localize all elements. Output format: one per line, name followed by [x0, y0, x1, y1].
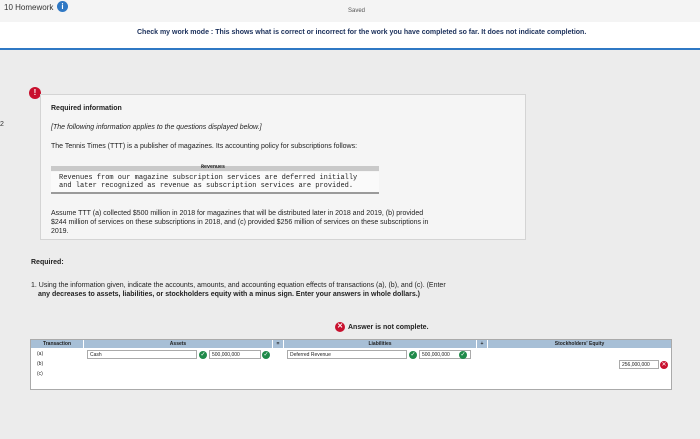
assume-line-2: $244 million of services on these subscriptions in 2018, and (c) provided $256 million of services on these subscriptions in: [51, 219, 429, 226]
required-info-heading: Required information: [51, 105, 122, 112]
top-bar: [0, 0, 700, 22]
question-line-1: 1. Using the information given, indicate the accounts, amounts, and accounting equation effects of transactions (a), (b), and (c). (Enter: [31, 282, 446, 289]
header-assets: Assets: [84, 340, 272, 348]
question-line-2: any decreases to assets, liabilities, or stockholders equity with a minus sign. Enter your answers in whole dollars.): [38, 291, 421, 298]
banner-text: Check my work mode : This shows what is correct or incorrect for the work you have completed so far. It does not indicate completion.: [137, 29, 587, 36]
x-icon: ✕: [335, 322, 345, 332]
question-number: 2: [0, 121, 4, 128]
equity-amount-input-a[interactable]: 256,000,000: [619, 360, 659, 369]
header-equals: =: [273, 340, 283, 348]
asset-amount-input-a[interactable]: 500,000,000: [209, 350, 261, 359]
check-my-work-banner: [0, 22, 700, 50]
saved-status: Saved: [348, 8, 366, 14]
required-information-box: [40, 94, 526, 240]
check-icon: ✓: [410, 352, 416, 358]
answer-table: [30, 339, 672, 390]
homework-title: 10 Homework: [4, 3, 54, 12]
policy-line-2: and later recognized as revenue as subscription services are provided.: [59, 182, 354, 190]
x-icon: ✕: [661, 362, 667, 368]
policy-line-1: Revenues from our magazine subscription services are deferred initially: [59, 174, 358, 182]
header-transaction: Transaction: [31, 340, 83, 348]
row-label-c: (c): [37, 371, 43, 377]
answer-status: [335, 322, 429, 332]
policy-title: Revenues: [201, 164, 226, 170]
check-icon: ✓: [263, 352, 269, 358]
check-icon: ✓: [460, 352, 466, 358]
required-info-note: [The following information applies to the questions displayed below.]: [51, 124, 262, 131]
header-liabilities: Liabilities: [284, 340, 476, 348]
policy-table-body: [51, 172, 379, 194]
assume-line-1: Assume TTT (a) collected $500 million in 2018 for magazines that will be distributed later in 2018 and 2019, (b) provided: [51, 210, 424, 217]
required-label: Required:: [31, 259, 64, 266]
liability-amount-input-a[interactable]: 500,000,000: [419, 350, 471, 359]
row-label-b: (b): [37, 361, 44, 367]
answer-status-text: Answer is not complete.: [348, 323, 429, 331]
info-icon[interactable]: i: [57, 1, 68, 12]
asset-account-select-a[interactable]: Cash: [87, 350, 197, 359]
row-label-a: (a): [37, 351, 44, 357]
liability-account-select-a[interactable]: Deferred Revenue: [287, 350, 407, 359]
required-info-intro: The Tennis Times (TTT) is a publisher of magazines. Its accounting policy for subscriptions follows:: [51, 143, 358, 150]
header-plus: +: [477, 340, 487, 348]
check-icon: ✓: [200, 352, 206, 358]
alert-icon: !: [29, 87, 41, 99]
assume-line-3: 2019.: [51, 228, 69, 235]
header-equity: Stockholders' Equity: [488, 340, 671, 348]
